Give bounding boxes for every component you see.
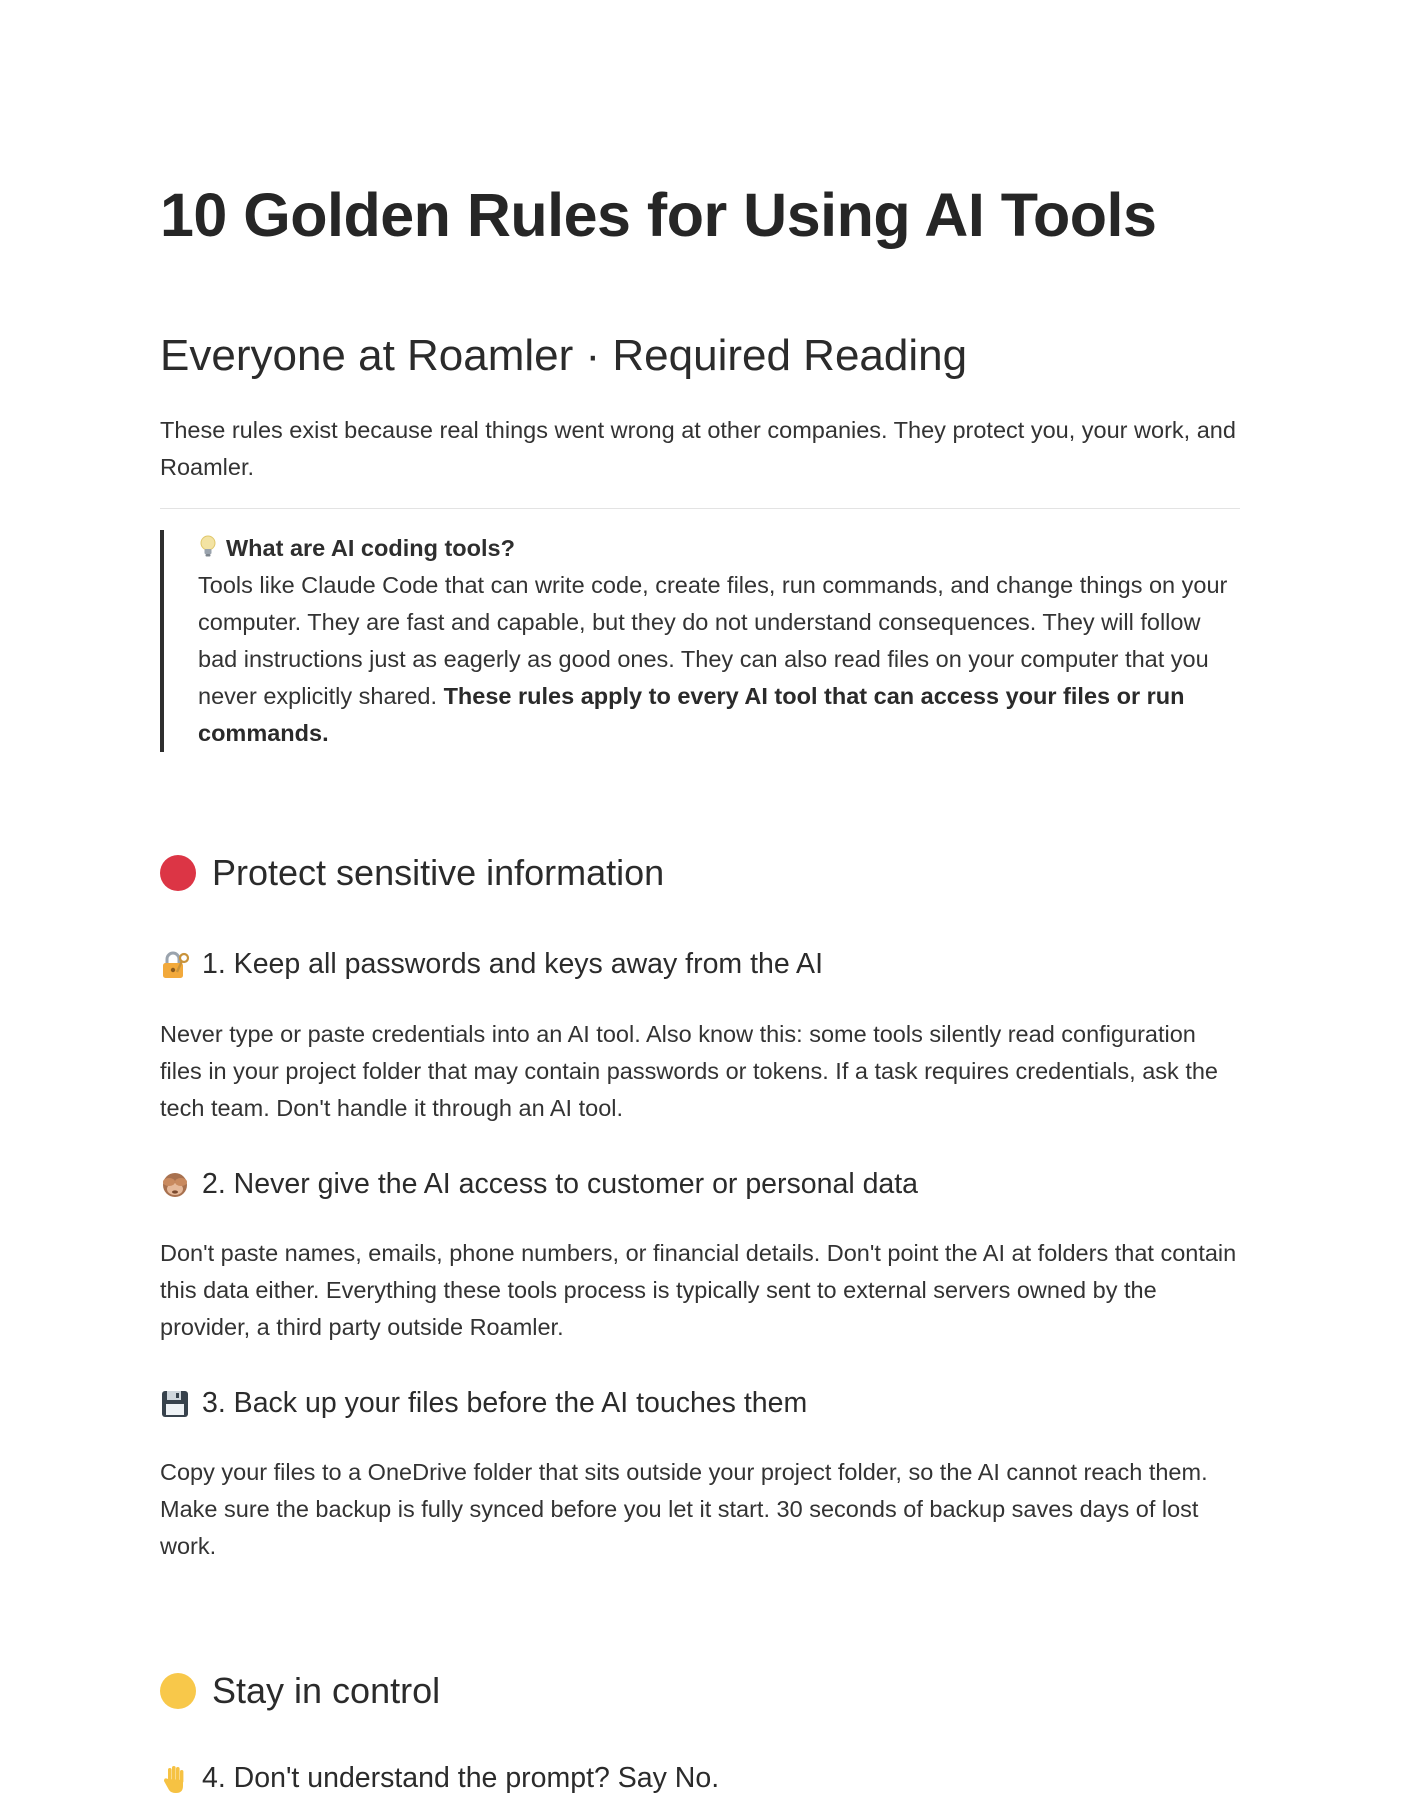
- section-title-control: [160, 1670, 440, 1712]
- page-subtitle: Everyone at Roamler · Required Reading: [160, 331, 968, 380]
- rule-title-text: 1. Keep all passwords and keys away from the AI: [202, 948, 823, 980]
- rule-text-1: Never type or paste credentials into an AI tool. Also know this: some tools silently read configuration files in your project folder that may contain passwords or tokens. If a task requires credentials, ask the tech team. Don't handle it through an AI tool.: [160, 1021, 1219, 1121]
- raised-hand-icon: [160, 1764, 190, 1794]
- yellow-circle-icon: [160, 1673, 196, 1709]
- rule-title-1: [160, 948, 823, 981]
- rule-title-text: 4. Don't understand the prompt? Say No.: [202, 1762, 720, 1794]
- page-title: 10 Golden Rules for Using AI Tools: [160, 181, 1157, 249]
- rule-title-2: [160, 1168, 918, 1201]
- floppy-disk-icon: [160, 1389, 190, 1419]
- rule-title-text: 2. Never give the AI access to customer or personal data: [202, 1168, 919, 1200]
- lock-with-key-icon: [160, 950, 190, 980]
- callout-heading-text: What are AI coding tools?: [226, 535, 515, 561]
- callout-body: [198, 567, 1240, 752]
- callout-heading: [198, 530, 1240, 567]
- section-title-text: Stay in control: [212, 1670, 441, 1711]
- divider: [160, 508, 1240, 509]
- rule-text-3: Copy your files to a OneDrive folder that sits outside your project folder, so the AI cannot reach them. Make sure the backup is fully synced before you let it start. 30 seconds of backup saves days of lost work.: [160, 1459, 1208, 1559]
- rule-title-3: [160, 1387, 807, 1420]
- section-title-text: Protect sensitive information: [212, 852, 665, 893]
- see-no-evil-monkey-icon: [160, 1170, 190, 1200]
- lightbulb-icon: [198, 530, 218, 567]
- rule-title-4: [160, 1762, 719, 1795]
- red-circle-icon: [160, 855, 196, 891]
- section-title-protect: [160, 852, 664, 894]
- info-callout: [160, 530, 1240, 752]
- rule-text-2: Don't paste names, emails, phone numbers, or financial details. Don't point the AI at folders that contain this data either. Everything these tools process is typically sent to external servers owned by the provider, a third party outside Roamler.: [160, 1240, 1237, 1340]
- intro-paragraph: These rules exist because real things went wrong at other companies. They protect you, your work, and Roamler.: [160, 417, 1236, 480]
- rule-title-text: 3. Back up your files before the AI touches them: [202, 1387, 808, 1419]
- callout-body-text: Tools like Claude Code that can write code, create files, run commands, and change things on your computer. They are fast and capable, but they do not understand consequences. They will follow bad instructions just as eagerly as good ones. They can also read files on your computer that you never explicitly shared.: [198, 572, 1228, 709]
- callout-body-bold: These rules apply to every AI tool that can access your files or run commands.: [198, 683, 1185, 746]
